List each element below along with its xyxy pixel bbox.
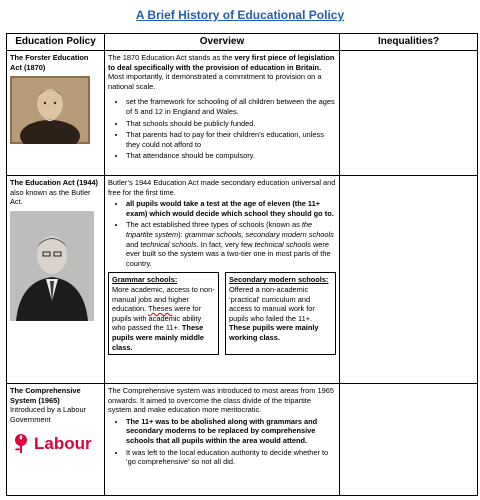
table-row [7,176,478,384]
list-item: • That schools should be publicly funded. [126,119,336,129]
policy-name: The Comprehensive System (1965) [10,386,81,405]
text-run: grammar schools, secondary modern schools [184,229,334,239]
text-run: The act established three types of schools (known as [126,220,302,230]
text-run: More academic, access to non-manual jobs and higher education. [112,284,215,314]
list-item: • set the framework for schooling of all children between the ages of 5 and 12 in England and Wales. [126,97,336,116]
text-run: and [126,239,141,249]
text-run-bold: These pupils were mainly working class. [229,323,319,342]
labour-logo [10,432,101,454]
header-inequalities: Inequalities? [340,34,478,51]
policy-note: Introduced by a Labour Government [10,405,87,424]
overview-intro: The Comprehensive system was introduced to most areas from 1965 onwards. It aimed to overcome the class divide of the tripartite system and make education more meritocratic. [108,386,334,415]
policy-name-text: also known as the Butler Act. [10,187,91,207]
text-run: technical schools [140,239,197,249]
bullet-list [108,97,336,161]
inequalities-cell [340,51,478,176]
header-policy: Education Policy [7,34,105,51]
list-item-bold: all pupils would take a test at the age of eleven (the 11+ exam) which would decide which school they should go to. [126,199,334,218]
list-item-bold: The 11+ was to be abolished along with grammars and secondary moderns to be replaced by comprehensive schools that all pupils within the area would attend. [126,416,318,445]
grammar-schools-box [108,272,219,355]
table-row [7,51,478,176]
forster-portrait-image [10,76,90,144]
school-type-boxes [108,272,336,355]
policy-name [10,178,101,207]
policy-cell [7,384,105,496]
text-run: ): [178,229,185,239]
list-item: • It was left to the local education authority to decide whether to ‘go comprehensive’ so not all did. [126,448,336,467]
text-run: . In fact, very few [196,239,255,249]
intro-text: The 1870 Education Act stands as the [108,53,235,62]
intro-text: Most importantly, it demonstrated a commitment to provision on a national scale. [108,72,322,91]
text-run: the tripartite system [126,220,313,239]
text-run: were for pupils with academic ability who passed the 11+. [112,304,202,333]
text-run: Theses [148,304,173,314]
box-title: Grammar schools: [112,275,178,285]
bullet-list [108,417,336,467]
header-row [7,34,478,51]
policy-table [6,33,478,496]
policy-name-bold: The Education Act (1944) [10,178,99,187]
butler-portrait-image [10,211,94,321]
list-item [126,199,336,218]
page-title: A Brief History of Educational Policy [135,8,345,22]
text-run-bold: These pupils were mainly middle class. [112,323,204,352]
intro-bold: very first piece of legislation to deal specifically with the provision of education in Britain. [108,53,335,72]
box-title: Secondary modern schools: [229,275,329,285]
text-run: were ever built so the system was a two-tier one in most parts of the country. [126,239,331,268]
list-item: • That attendance should be compulsory. [126,151,336,161]
list-item [126,220,336,268]
list-item [126,417,336,446]
logo-text: Labour [34,433,92,453]
inequalities-cell [340,176,478,384]
policy-name: The Forster Education Act (1870) [10,53,89,72]
header-overview: Overview [105,34,340,51]
list-item: • That parents had to pay for their children’s education, unless they could not afford to [126,130,336,149]
policy-cell [7,176,105,384]
rose-icon [10,432,32,454]
table-row [7,384,478,496]
inequalities-cell [340,384,478,496]
overview-intro [108,53,336,91]
overview-intro: Butler’s 1944 Education Act made secondary education universal and free for the first time. [108,178,336,197]
overview-cell [105,51,340,176]
secondary-modern-box [225,272,336,355]
policy-cell [7,51,105,176]
text-run: Offered a non-academic ‘practical’ curriculum and access to manual work for pupils who failed the 11+. [229,284,315,323]
text-run: technical schools [254,239,311,249]
overview-cell [105,176,340,384]
bullet-list [108,199,336,268]
overview-cell [105,384,340,496]
